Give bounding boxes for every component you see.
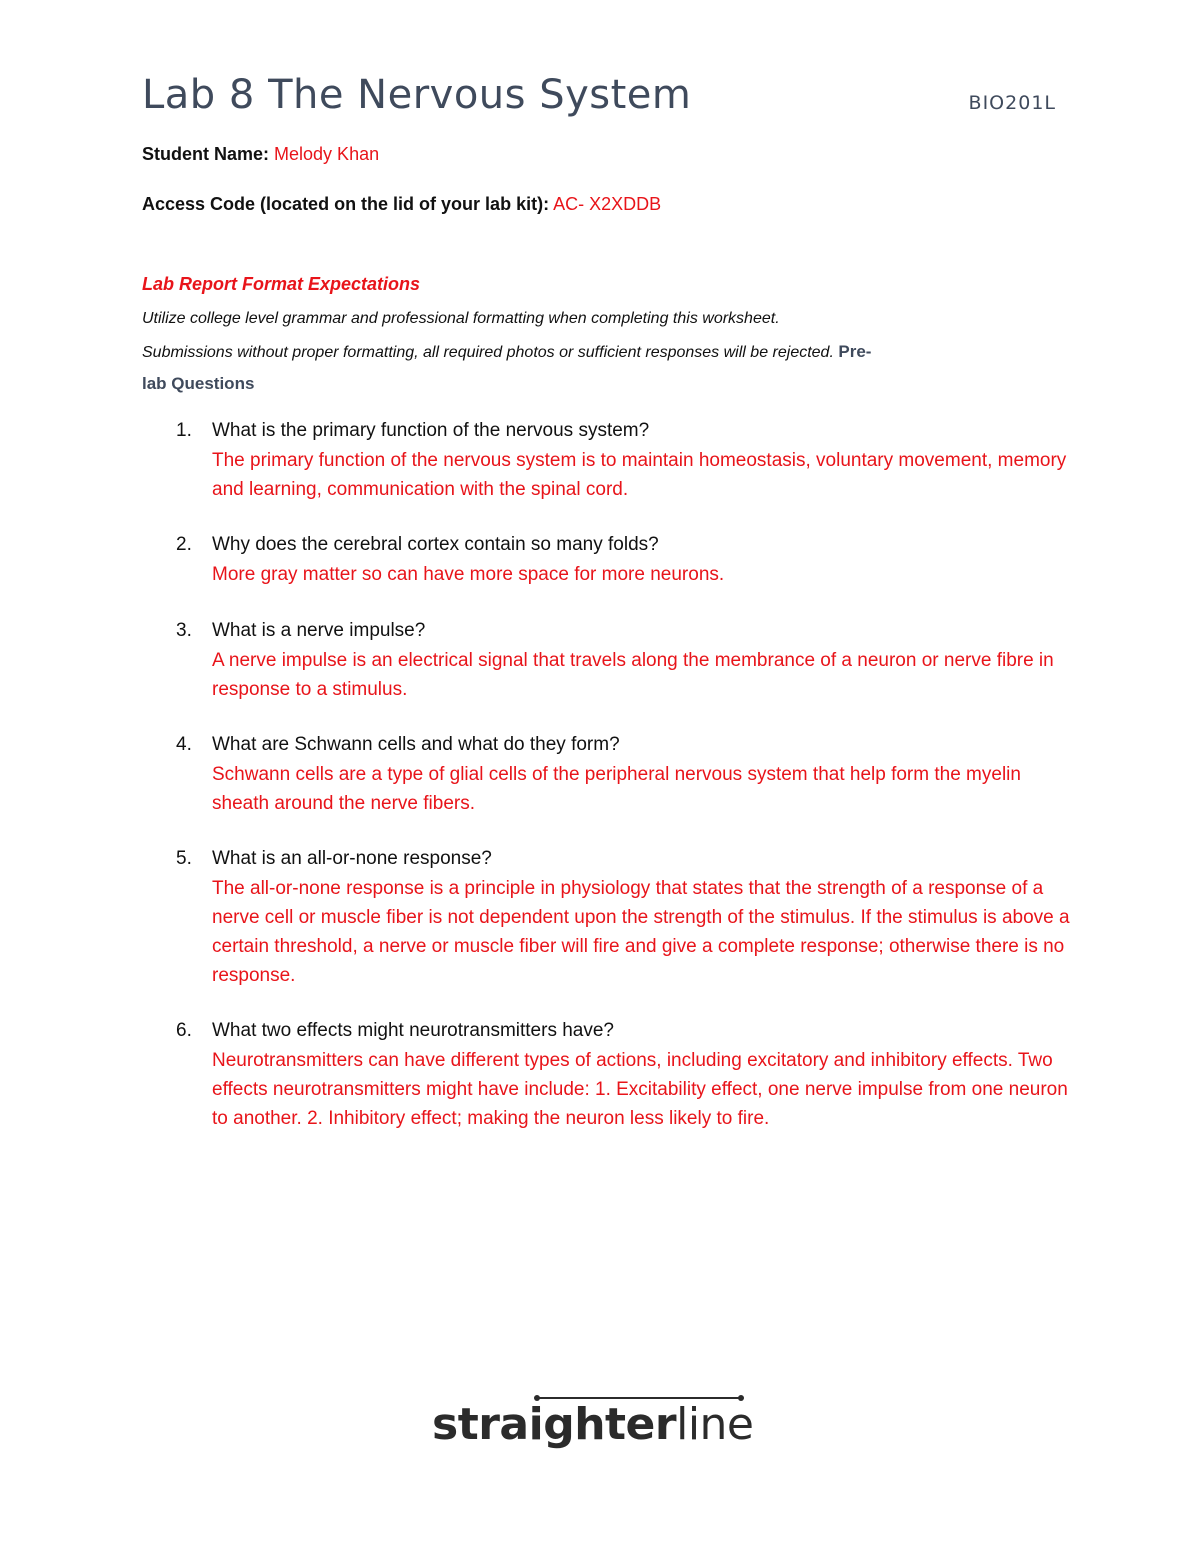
question-text: Why does the cerebral cortex contain so many folds?	[212, 534, 659, 555]
format-heading: Lab Report Format Expectations	[142, 274, 421, 294]
format-line-2-text: Submissions without proper formatting, all required photos or sufficient responses will be rejected.	[142, 344, 834, 361]
access-code-value: AC- X2XDDB	[553, 194, 662, 214]
answer-text: A nerve impulse is an electrical signal that travels along the membrance of a neuron or nerve fibre in response to a stimulus.	[212, 650, 1054, 700]
course-code: BIO201L	[968, 92, 1056, 114]
access-code-row	[142, 194, 661, 215]
question-number: 4.	[176, 734, 192, 755]
prelab-heading-part2: lab Questions	[142, 374, 255, 393]
question-number: 5.	[176, 848, 192, 869]
page-title: Lab 8 The Nervous System	[142, 72, 692, 118]
question-number: 2.	[176, 534, 192, 555]
logo-light-text: line	[676, 1399, 754, 1450]
question-text: What is the primary function of the nervous system?	[212, 420, 650, 441]
student-name-row	[142, 144, 379, 165]
question-number: 1.	[176, 420, 192, 441]
prelab-heading-part1: Pre-	[838, 342, 872, 361]
question-number: 3.	[176, 620, 192, 641]
answer-text: The all-or-none response is a principle in physiology that states that the strength of a response of a nerve cell or muscle fiber is not dependent upon the strength of the stimulus. If the stimulus is above a certain threshold, a nerve or muscle fiber will fire and give a complete response; otherwise there is no response.	[212, 878, 1070, 986]
student-name-label: Student Name:	[142, 144, 270, 164]
answer-text: More gray matter so can have more space for more neurons.	[212, 564, 725, 585]
answer-text: The primary function of the nervous system is to maintain homeostasis, voluntary movement, memory and learning, communication with the spinal cord.	[212, 450, 1067, 500]
format-line-2	[142, 342, 871, 362]
answer-text: Schwann cells are a type of glial cells of the peripheral nervous system that help form the myelin sheath around the nerve fibers.	[212, 764, 1021, 814]
straighterline-logo	[432, 1395, 772, 1465]
question-number: 6.	[176, 1020, 192, 1041]
format-line-1: Utilize college level grammar and professional formatting when completing this worksheet.	[142, 310, 780, 327]
logo-wordmark	[432, 1399, 754, 1450]
answer-text: Neurotransmitters can have different types of actions, including excitatory and inhibitory effects. Two effects neurotransmitters might have include: 1. Excitability effect, one nerve impulse from one neuron to another. 2. Inhibitory effect; making the neuron less likely to fire.	[212, 1050, 1068, 1129]
access-code-label: Access Code (located on the lid of your lab kit):	[142, 194, 550, 214]
student-name-value: Melody Khan	[274, 144, 380, 164]
question-text: What is an all-or-none response?	[212, 848, 492, 869]
logo-bold-text: straighter	[432, 1399, 677, 1450]
question-text: What are Schwann cells and what do they form?	[212, 734, 620, 755]
question-text: What is a nerve impulse?	[212, 620, 426, 641]
question-text: What two effects might neurotransmitters have?	[212, 1020, 614, 1041]
